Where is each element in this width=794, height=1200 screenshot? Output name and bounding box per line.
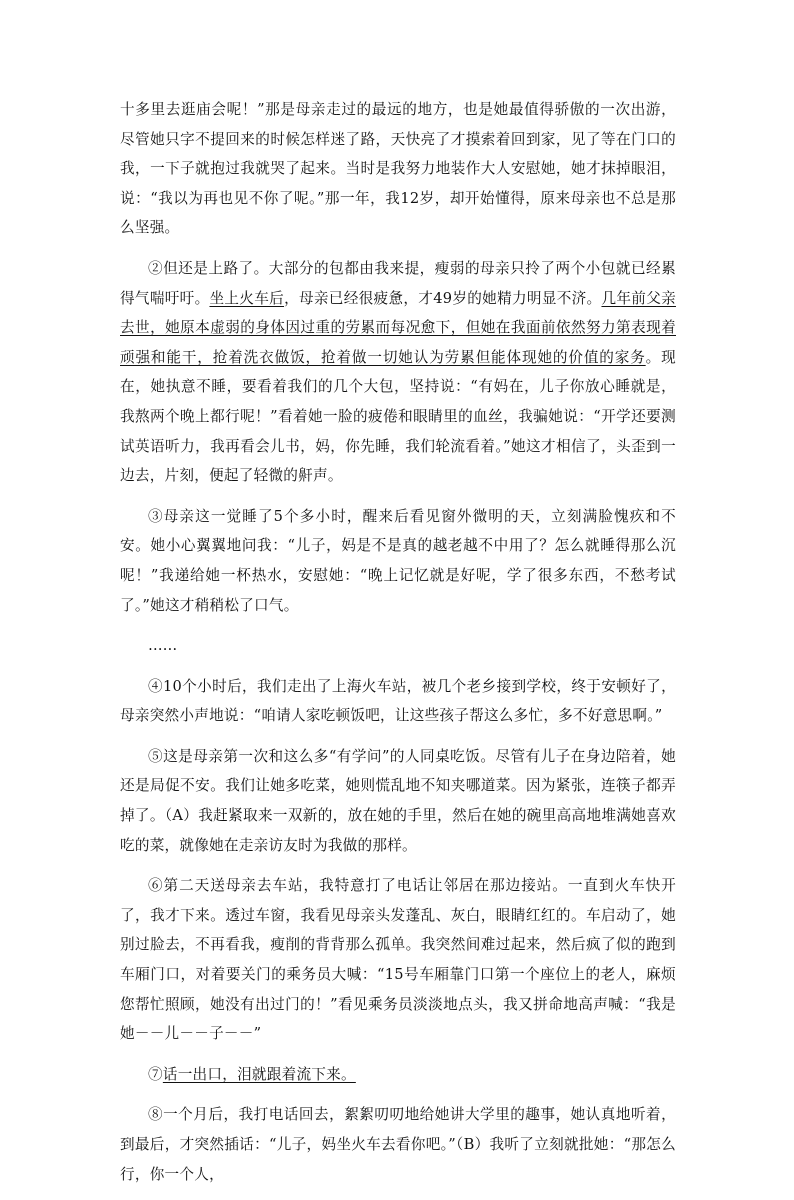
document-page <box>120 95 676 1200</box>
paragraph-8-text: ⑧一个月后，我打电话回去，絮絮叨叨地给她讲大学里的趣事，她认真地听着，到最后，才突然插话：“儿子，妈坐火车去看你吧。”（B）我听了立刻就批她：“那怎么行，你一个人， <box>120 1106 676 1183</box>
paragraph-3-text: ③母亲这一觉睡了5个多小时，醒来后看见窗外微明的天，立刻满脸愧疚和不安。她小心翼翼地问我：“儿子，妈是不是真的越老越不中用了？怎么就睡得那么沉呢！”我递给她一杯热水，安慰她：“晚上记忆就是好呢，学了很多东西，不愁考试了。”她这才稍稍松了口气。 <box>120 507 676 614</box>
paragraph-2-text-b: ，母亲已经很疲惫，才49岁的她精力明显不济。 <box>284 289 602 307</box>
paragraph-5-text: ⑤这是母亲第一次和这么多“有学问”的人同桌吃饭。尽管有儿子在身边陪着，她还是局促不安。我们让她多吃菜，她则慌乱地不知夹哪道菜。因为紧张，连筷子都弄掉了。（A）我赶紧取来一双新的，放在她的手里，然后在她的碗里高高地堆满她喜欢吃的菜，就像她在走亲访友时为我做的那样。 <box>120 747 676 854</box>
underlined-passage-father: 几年前父亲去世，她原本虚弱的身体因过重的劳累而每况愈下，但她在我面前依然努力第表现着顽强和能干，抢着洗衣做饭，抢着做一切她认为劳累但能体现她的价值的家务 <box>120 289 676 366</box>
paragraph-2-text-c: 。现在，她执意不睡，要看着我们的几个大包，坚持说：“有妈在，儿子你放心睡就是，我熬两个晚上都行呢！”看着她一脸的疲倦和眼睛里的血丝，我骗她说：“开学还要测试英语听力，我再看会儿书，妈，你先睡，我们轮流看着。”她这才相信了，头歪到一边去，片刻，便起了轻微的鼾声。 <box>120 348 676 485</box>
paragraph-3 <box>120 502 676 620</box>
paragraph-4 <box>120 672 676 731</box>
paragraph-4-text: ④10个小时后，我们走出了上海火车站，被几个老乡接到学校，终于安顿好了，母亲突然小声地说：“咱请人家吃顿饭吧，让这些孩子帮这么多忙，多不好意思啊。” <box>120 677 676 725</box>
paragraph-6 <box>120 871 676 1049</box>
paragraph-5 <box>120 742 676 860</box>
paragraph-2 <box>120 254 676 491</box>
paragraph-8 <box>120 1100 676 1189</box>
ellipsis: …… <box>148 637 178 655</box>
paragraph-1 <box>120 95 676 243</box>
paragraph-1-text: 十多里去逛庙会呢！”那是母亲走过的最远的地方，也是她最值得骄傲的一次出游，尽管她只字不提回来的时候怎样迷了路，天快亮了才摸索着回到家，见了等在门口的我，一下子就抱过我就哭了起来。当时是我努力地装作大人安慰她，她才抹掉眼泪，说：“我以为再也见不你了呢。”那一年，我12岁，却开始懂得，原来母亲也不总是那么坚强。 <box>120 101 676 237</box>
paragraph-7 <box>120 1060 676 1090</box>
paragraph-2-text-a: ②但还是上路了。大部分的包都由我来提，瘦弱的母亲只拎了两个小包就已经累得气喘吁吁。 <box>120 259 676 307</box>
underlined-sentence-tears: 话一出口，泪就跟着流下来。 <box>162 1065 356 1083</box>
paragraph-7-number: ⑦ <box>148 1065 163 1083</box>
paragraph-6-text: ⑥第二天送母亲去车站，我特意打了电话让邻居在那边接站。一直到火车快开了，我才下来。透过车窗，我看见母亲头发蓬乱、灰白，眼睛红红的。车启动了，她别过脸去，不再看我，瘦削的背背那么孤单。我突然间难过起来，然后疯了似的跑到车厢门口，对着要关门的乘务员大喊：“15号车厢靠门口第一个座位上的老人，麻烦您帮忙照顾，她没有出过门的！”看见乘务员淡淡地点头，我又拼命地高声喊：“我是她－－儿－－子－－” <box>120 877 676 1043</box>
underlined-phrase-train: 坐上火车后 <box>209 289 285 307</box>
